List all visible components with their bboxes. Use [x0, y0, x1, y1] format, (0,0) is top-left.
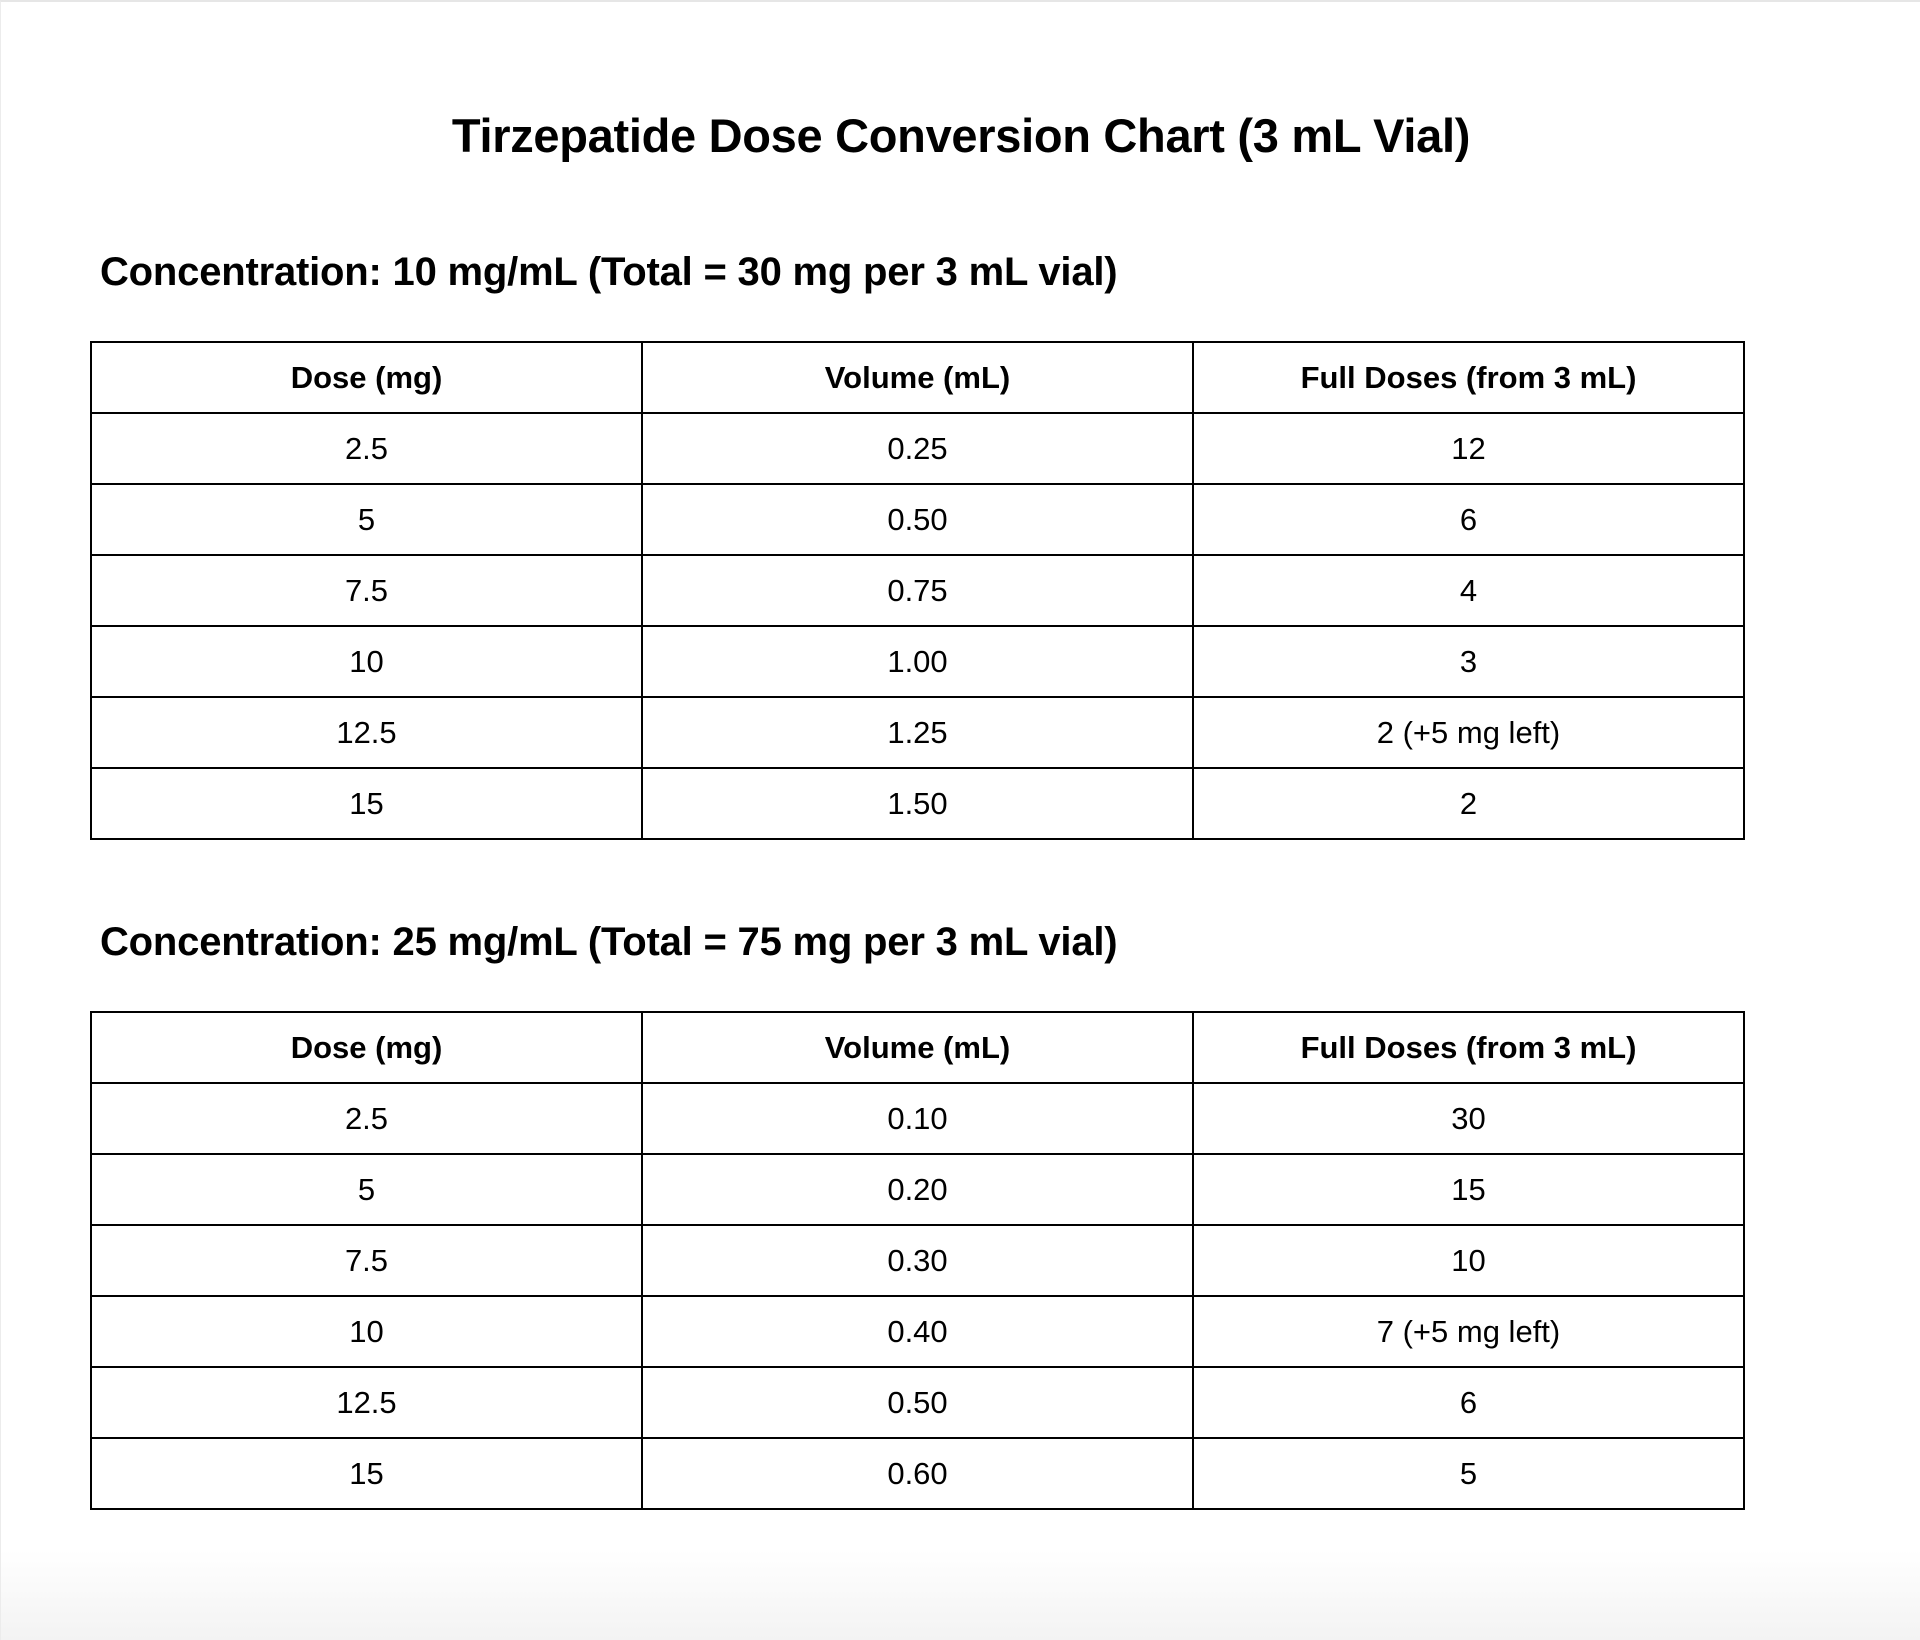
- section-heading-10mg: Concentration: 10 mg/mL (Total = 30 mg per 3 mL vial): [100, 250, 1118, 294]
- table-row: [91, 768, 1744, 839]
- cell-full-doses: 3: [1193, 626, 1744, 697]
- cell-dose: 2.5: [91, 1083, 642, 1154]
- cell-dose: 7.5: [91, 555, 642, 626]
- cell-full-doses: 15: [1193, 1154, 1744, 1225]
- cell-dose: 15: [91, 1438, 642, 1509]
- cell-dose: 5: [91, 1154, 642, 1225]
- cell-volume: 1.50: [642, 768, 1193, 839]
- table-row: [91, 1154, 1744, 1225]
- table-row: [91, 484, 1744, 555]
- cell-full-doses: 5: [1193, 1438, 1744, 1509]
- cell-dose: 10: [91, 626, 642, 697]
- cell-full-doses: 6: [1193, 484, 1744, 555]
- cell-full-doses: 7 (+5 mg left): [1193, 1296, 1744, 1367]
- table-header-row: [91, 1012, 1744, 1083]
- column-header-dose: Dose (mg): [91, 342, 642, 413]
- cell-volume: 1.00: [642, 626, 1193, 697]
- cell-volume: 0.10: [642, 1083, 1193, 1154]
- cell-dose: 5: [91, 484, 642, 555]
- column-header-volume: Volume (mL): [642, 1012, 1193, 1083]
- section-heading-25mg: Concentration: 25 mg/mL (Total = 75 mg per 3 mL vial): [100, 920, 1118, 964]
- table-row: [91, 1083, 1744, 1154]
- cell-dose: 7.5: [91, 1225, 642, 1296]
- cell-dose: 12.5: [91, 1367, 642, 1438]
- cell-full-doses: 12: [1193, 413, 1744, 484]
- table-header-row: [91, 342, 1744, 413]
- cell-volume: 0.25: [642, 413, 1193, 484]
- table-row: [91, 626, 1744, 697]
- cell-full-doses: 10: [1193, 1225, 1744, 1296]
- dose-table-25mg: [90, 1011, 1745, 1510]
- column-header-full-doses: Full Doses (from 3 mL): [1193, 342, 1744, 413]
- table-row: [91, 1367, 1744, 1438]
- cell-dose: 10: [91, 1296, 642, 1367]
- cell-volume: 0.20: [642, 1154, 1193, 1225]
- document-title: Tirzepatide Dose Conversion Chart (3 mL Vial): [451, 109, 1471, 162]
- cell-volume: 0.50: [642, 484, 1193, 555]
- cell-volume: 0.60: [642, 1438, 1193, 1509]
- cell-dose: 12.5: [91, 697, 642, 768]
- column-header-volume: Volume (mL): [642, 342, 1193, 413]
- cell-full-doses: 2: [1193, 768, 1744, 839]
- cell-volume: 1.25: [642, 697, 1193, 768]
- column-header-dose: Dose (mg): [91, 1012, 642, 1083]
- dose-table-10mg: [90, 341, 1745, 840]
- cell-full-doses: 30: [1193, 1083, 1744, 1154]
- cell-volume: 0.50: [642, 1367, 1193, 1438]
- cell-dose: 15: [91, 768, 642, 839]
- table-row: [91, 555, 1744, 626]
- column-header-full-doses: Full Doses (from 3 mL): [1193, 1012, 1744, 1083]
- cell-full-doses: 6: [1193, 1367, 1744, 1438]
- page-bottom-shadow: [1, 1550, 1920, 1640]
- cell-full-doses: 2 (+5 mg left): [1193, 697, 1744, 768]
- cell-full-doses: 4: [1193, 555, 1744, 626]
- cell-dose: 2.5: [91, 413, 642, 484]
- table-row: [91, 1438, 1744, 1509]
- table-row: [91, 1296, 1744, 1367]
- cell-volume: 0.40: [642, 1296, 1193, 1367]
- cell-volume: 0.30: [642, 1225, 1193, 1296]
- table-row: [91, 697, 1744, 768]
- table-row: [91, 413, 1744, 484]
- cell-volume: 0.75: [642, 555, 1193, 626]
- table-row: [91, 1225, 1744, 1296]
